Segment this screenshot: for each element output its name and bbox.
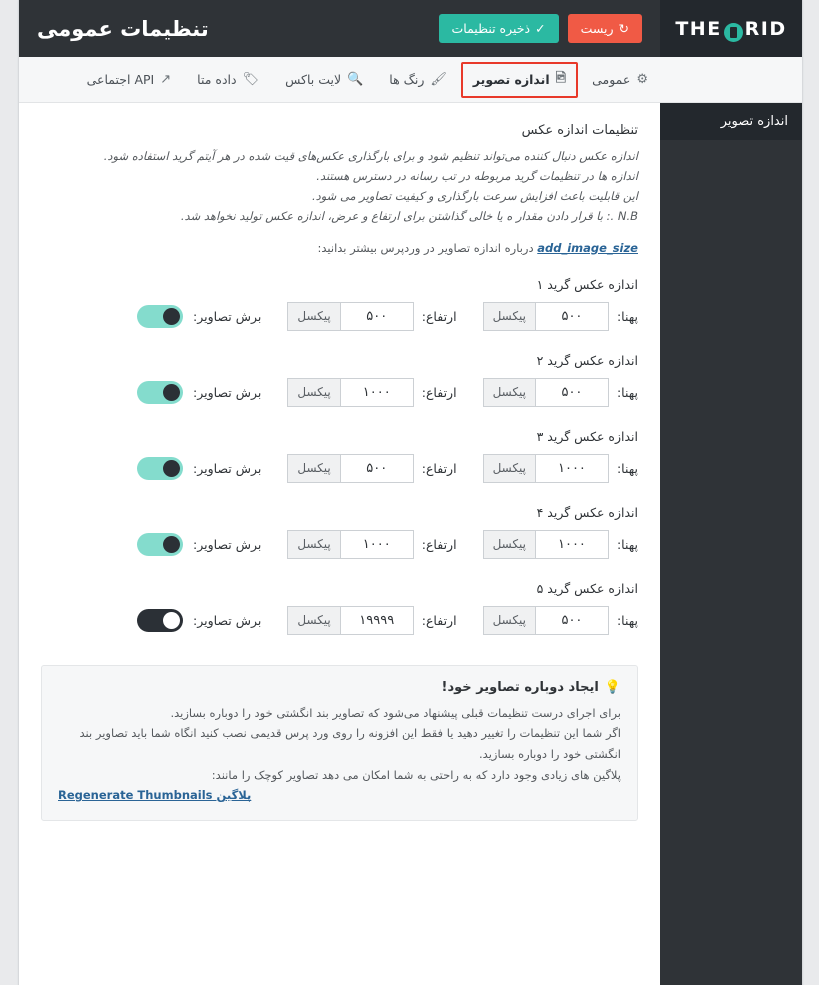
reset-button[interactable] xyxy=(568,14,642,43)
width-label-3: پهنا: xyxy=(616,460,638,476)
image-size-title-3: اندازه عکس گرید ۳ xyxy=(536,428,638,444)
sidebar-item-label: اندازه تصویر xyxy=(720,114,788,129)
width-field-group-2 xyxy=(483,378,638,407)
crop-toggle-knob-4 xyxy=(163,536,180,553)
height-field-group-3 xyxy=(287,454,456,483)
height-input-group-5 xyxy=(287,606,413,635)
image-size-row-5 xyxy=(41,606,638,635)
save-button-label: ذخیره تنظیمات xyxy=(451,21,531,36)
tab-social-api[interactable] xyxy=(75,65,184,94)
description-line-2: اندازه ها در تنظیمات گرید مربوطه در تب رسانه در دسترس هستند. xyxy=(316,169,638,184)
brand-text-left: THE xyxy=(675,17,722,40)
height-label-5: ارتفاع: xyxy=(421,612,457,628)
description-line-3: این قابلیت باعث افزایش سرعت بارگذاری و کیفیت تصاویر می شود. xyxy=(311,189,638,204)
tab-bar xyxy=(19,57,802,103)
height-label-1: ارتفاع: xyxy=(421,308,457,324)
height-input-2[interactable] xyxy=(340,378,414,407)
height-unit-3: پیکسل xyxy=(287,454,339,483)
width-label-2: پهنا: xyxy=(616,384,638,400)
page-title: تنظیمات عمومی xyxy=(37,16,209,41)
notice-body xyxy=(58,703,621,806)
crop-toggle-2[interactable] xyxy=(137,381,183,404)
width-unit-3: پیکسل xyxy=(483,454,535,483)
tab-image-size[interactable] xyxy=(461,62,578,98)
crop-toggle-knob-3 xyxy=(163,460,180,477)
gear-icon: ⚙ xyxy=(636,72,648,87)
height-unit-1: پیکسل xyxy=(287,302,339,331)
add-image-size-link[interactable]: add_image_size xyxy=(537,240,638,255)
header-main xyxy=(19,0,660,57)
image-size-title-2: اندازه عکس گرید ۲ xyxy=(536,352,638,368)
image-size-block-4 xyxy=(41,505,638,559)
height-label-4: ارتفاع: xyxy=(421,536,457,552)
crop-group-2 xyxy=(137,381,261,404)
image-size-block-3 xyxy=(41,429,638,483)
tab-metadata[interactable] xyxy=(185,65,271,94)
image-size-block-5 xyxy=(41,581,638,635)
crop-toggle-1[interactable] xyxy=(137,305,183,328)
image-size-title-1: اندازه عکس گرید ۱ xyxy=(536,276,638,292)
notice-link-line xyxy=(58,785,621,806)
height-input-3[interactable] xyxy=(340,454,414,483)
crop-label-4: برش تصاویر: xyxy=(193,536,262,552)
image-icon: 🖻 xyxy=(555,70,567,86)
image-size-title-4: اندازه عکس گرید ۴ xyxy=(536,504,638,520)
crop-label-1: برش تصاویر: xyxy=(193,308,262,324)
width-input-group-5 xyxy=(483,606,609,635)
crop-toggle-knob-1 xyxy=(163,308,180,325)
refresh-icon: ↻ xyxy=(618,21,629,36)
tags-icon: 🏷 xyxy=(242,72,260,87)
brand-logo xyxy=(660,0,802,57)
tab-metadata-label: داده متا xyxy=(197,72,237,87)
save-settings-button[interactable] xyxy=(439,14,559,43)
width-unit-1: پیکسل xyxy=(483,302,535,331)
width-field-group-1 xyxy=(483,302,638,331)
width-input-group-1 xyxy=(483,302,609,331)
top-bar xyxy=(19,0,802,57)
crop-toggle-3[interactable] xyxy=(137,457,183,480)
height-field-group-1 xyxy=(287,302,456,331)
description-line-1: اندازه عکس دنبال کننده می‌تواند تنظیم شود و برای بارگذاری عکس‌های قیت شده در هر آیتم گرید استفاده شود. xyxy=(103,149,638,163)
learn-more-prefix: درباره اندازه تصاویر در وردپرس بیشتر بدانید: xyxy=(317,240,534,255)
height-label-2: ارتفاع: xyxy=(421,384,457,400)
height-field-group-2 xyxy=(287,378,456,407)
tab-colors-label: رنگ ها xyxy=(389,72,425,87)
lightbulb-icon: 💡 xyxy=(604,679,621,695)
height-input-4[interactable] xyxy=(340,530,414,559)
brush-icon: 🖌 xyxy=(430,72,447,87)
share-icon: ↗ xyxy=(160,72,172,87)
notice-title-row xyxy=(58,680,621,695)
width-input-group-4 xyxy=(483,530,609,559)
width-field-group-5 xyxy=(483,606,638,635)
height-input-group-2 xyxy=(287,378,413,407)
width-input-4[interactable] xyxy=(535,530,609,559)
nb-note: N.B .: با قرار دادن مقدار ه یا خالی گذاشتن برای ارتفاع و عرض، اندازه عکس تولید نخواهد شد. xyxy=(180,209,638,224)
width-label-1: پهنا: xyxy=(616,308,638,324)
learn-more-line xyxy=(41,241,638,255)
height-unit-2: پیکسل xyxy=(287,378,339,407)
brand-text-right: RID xyxy=(744,17,787,40)
crop-toggle-knob-5 xyxy=(163,612,180,629)
crop-label-2: برش تصاویر: xyxy=(193,384,262,400)
crop-group-4 xyxy=(137,533,261,556)
regenerate-notice xyxy=(41,665,638,821)
height-unit-5: پیکسل xyxy=(287,606,339,635)
crop-group-5 xyxy=(137,609,261,632)
sidebar xyxy=(660,103,802,985)
crop-toggle-4[interactable] xyxy=(137,533,183,556)
height-input-group-1 xyxy=(287,302,413,331)
notice-line-2: اگر شما این تنظیمات را تغییر دهید یا فقط این افزونه را روی ورد پرس قدیمی نصب کنید انگاه شما باید تصاویر بند انگشتی خود را دوباره بسازید. xyxy=(79,726,621,761)
width-input-2[interactable] xyxy=(535,378,609,407)
check-icon: ✓ xyxy=(535,21,546,36)
width-unit-5: پیکسل xyxy=(483,606,535,635)
tab-social-api-label: API اجتماعی xyxy=(86,72,155,87)
crop-label-3: برش تصاویر: xyxy=(193,460,262,476)
image-size-row-1 xyxy=(41,302,638,331)
crop-group-3 xyxy=(137,457,261,480)
crop-label-5: برش تصاویر: xyxy=(193,612,262,628)
width-input-group-2 xyxy=(483,378,609,407)
grid-logo-icon xyxy=(724,23,743,42)
image-size-row-4 xyxy=(41,530,638,559)
crop-toggle-5[interactable] xyxy=(137,609,183,632)
sidebar-item-image-size[interactable] xyxy=(660,103,802,140)
header-actions xyxy=(439,14,643,43)
tab-lightbox-label: لایت باکس xyxy=(285,72,342,87)
tab-image-size-label: اندازه تصویر xyxy=(472,72,550,87)
notice-line-3: پلاگین های زیادی وجود دارد که به راحتی به شما امکان می دهد تصاویر کوچک را مانند: xyxy=(211,767,621,782)
width-input-5[interactable] xyxy=(535,606,609,635)
width-field-group-3 xyxy=(483,454,638,483)
tab-general[interactable] xyxy=(580,65,660,94)
section-description xyxy=(41,146,638,227)
height-unit-4: پیکسل xyxy=(287,530,339,559)
height-label-3: ارتفاع: xyxy=(421,460,457,476)
height-field-group-4 xyxy=(287,530,456,559)
image-size-row-2 xyxy=(41,378,638,407)
search-icon: 🔍 xyxy=(347,72,364,87)
section-title: تنظیمات اندازه عکس xyxy=(521,123,638,138)
notice-title: ایجاد دوباره تصاویر خود! xyxy=(441,679,599,695)
tab-general-label: عمومی xyxy=(592,72,631,87)
notice-line-1: برای اجرای درست تنظیمات قبلی پیشنهاد می‌شود که تصاویر بند انگشتی خود را دوباره بسازید. xyxy=(170,705,621,720)
regenerate-thumbnails-link[interactable]: پلاگین Regenerate Thumbnails xyxy=(58,788,252,803)
reset-button-label: ریست xyxy=(580,21,614,36)
height-input-5[interactable] xyxy=(340,606,414,635)
width-unit-2: پیکسل xyxy=(483,378,535,407)
image-size-block-2 xyxy=(41,353,638,407)
width-field-group-4 xyxy=(483,530,638,559)
body-area xyxy=(19,103,802,985)
tab-lightbox[interactable] xyxy=(273,65,375,94)
app-window xyxy=(18,0,803,985)
width-input-group-3 xyxy=(483,454,609,483)
crop-toggle-knob-2 xyxy=(163,384,180,401)
settings-content xyxy=(19,103,660,985)
height-field-group-5 xyxy=(287,606,456,635)
image-size-row-3 xyxy=(41,454,638,483)
image-size-block-1 xyxy=(41,277,638,331)
width-label-5: پهنا: xyxy=(616,612,638,628)
crop-group-1 xyxy=(137,305,261,328)
width-label-4: پهنا: xyxy=(616,536,638,552)
image-size-title-5: اندازه عکس گرید ۵ xyxy=(536,580,638,596)
height-input-1[interactable] xyxy=(340,302,414,331)
width-input-3[interactable] xyxy=(535,454,609,483)
tab-colors[interactable] xyxy=(377,65,459,94)
height-input-group-4 xyxy=(287,530,413,559)
height-input-group-3 xyxy=(287,454,413,483)
width-input-1[interactable] xyxy=(535,302,609,331)
width-unit-4: پیکسل xyxy=(483,530,535,559)
